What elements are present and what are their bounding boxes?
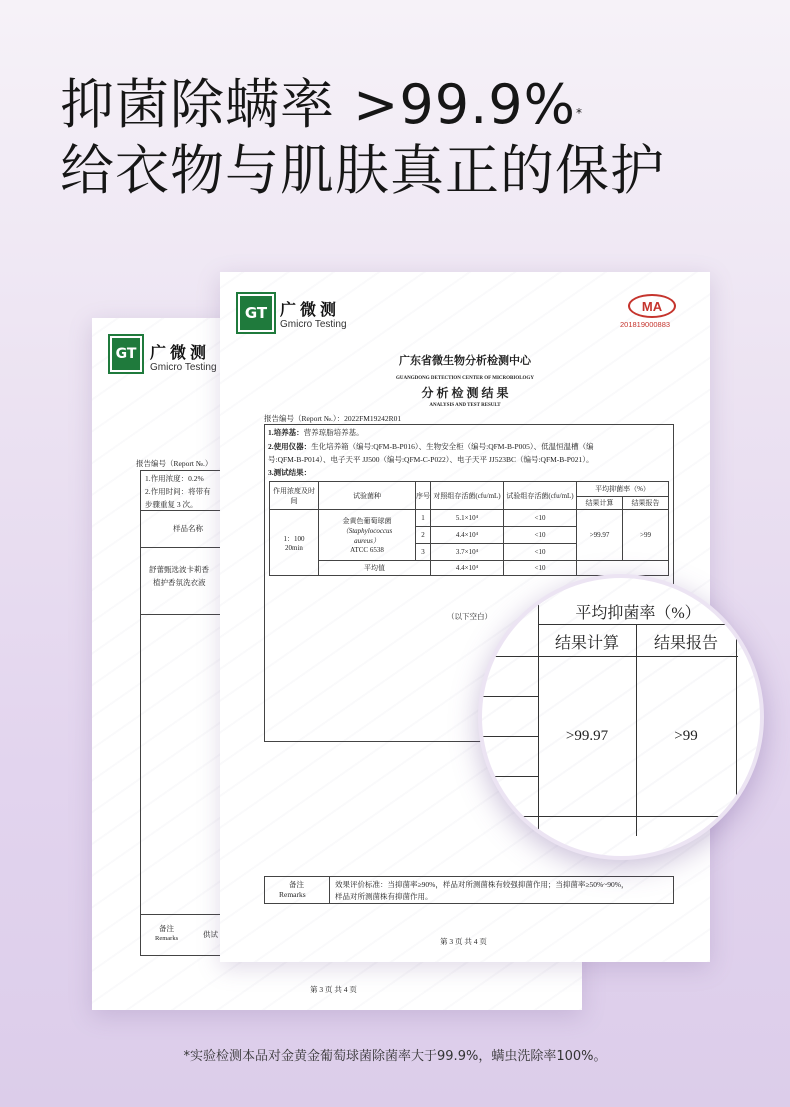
header-report: 结果报告 bbox=[623, 497, 669, 510]
doc-title-en: ANALYSIS AND TEST RESULT bbox=[429, 403, 501, 408]
control-cell: 5.1×10⁴ bbox=[431, 510, 504, 527]
remarks-en: Remarks bbox=[155, 935, 179, 942]
cma-number: 201819000883 bbox=[620, 320, 671, 329]
control-cell: 3.7×10⁴ bbox=[431, 544, 504, 561]
steps-line: 步骤重复 3 次。 bbox=[145, 500, 198, 509]
method-box bbox=[140, 470, 227, 511]
mag-row-line-1 bbox=[538, 624, 738, 625]
instruments-value-1: 生化培养箱（编号:QFM-B-P016）、生物安全柜（编号:QFM-B-P005）、低温恒温槽（编 bbox=[311, 442, 594, 451]
header-control: 对照组存活菌(cfu/mL) bbox=[431, 482, 504, 510]
headline-line-1: 抑菌除螨率 >99.9%* bbox=[60, 73, 583, 136]
back-page-number: 第 3 页 共 4 页 bbox=[310, 985, 357, 994]
report-no-label: 报告编号（Report №.） bbox=[136, 459, 213, 468]
remarks-row bbox=[264, 876, 674, 904]
control-cell: 4.4×10⁴ bbox=[431, 527, 504, 544]
mag-report-value: >99 bbox=[674, 728, 698, 744]
blank-note: （以下空白） bbox=[447, 612, 492, 621]
table-row bbox=[270, 561, 669, 576]
mag-row-line-5 bbox=[482, 776, 538, 777]
logo-cn-text: 广微测 bbox=[150, 343, 211, 362]
medium-value: 营养琼脂培养基。 bbox=[303, 428, 364, 437]
remarks-cell bbox=[140, 914, 227, 956]
mag-row-line-3 bbox=[482, 696, 538, 697]
sample-header: 样品名称 bbox=[173, 524, 203, 533]
table-row bbox=[270, 510, 669, 527]
logo-en-text: Gmicro Testing bbox=[280, 319, 347, 330]
medium-label: 1.培养基： bbox=[268, 428, 304, 437]
seq-cell: 2 bbox=[416, 527, 431, 544]
headline bbox=[60, 72, 665, 204]
strain-latin-1: （Staphylococcus bbox=[341, 527, 393, 535]
avg-test-cell: <10 bbox=[504, 561, 577, 576]
center-name: 广东省微生物分析检测中心 bbox=[399, 355, 531, 367]
mag-row-line-2 bbox=[482, 656, 738, 657]
remarks-en: Remarks bbox=[279, 890, 306, 899]
mag-row-line-6 bbox=[482, 816, 738, 817]
headline-footnote-mark: * bbox=[575, 106, 583, 120]
remarks-value: 供试 bbox=[203, 930, 218, 939]
remarks-text-2: 样品对所测菌株有抑菌作用。 bbox=[335, 892, 433, 901]
avg-label-cell: 平均值 bbox=[319, 561, 431, 576]
strain-code: ATCC 6538 bbox=[350, 546, 384, 554]
strain-cn: 金黄色葡萄球菌 bbox=[342, 517, 392, 525]
center-name-en: GUANGDONG DETECTION CENTER OF MICROBIOLOGY bbox=[396, 376, 534, 381]
strain-cell bbox=[319, 510, 416, 561]
result-label: 3.测试结果： bbox=[268, 468, 312, 477]
instruments-line-2: 号:QFM-B-P014）、电子天平 JJ500（编号:QFM-C-P022）、电子天平 JJ523BC（编号:QFM-B-P021）。 bbox=[268, 455, 594, 464]
remarks-cn: 备注 bbox=[289, 880, 304, 889]
header-avg: 平均抑菌率（%） bbox=[577, 482, 669, 497]
header-strain: 试验菌种 bbox=[319, 482, 416, 510]
report-number: 报告编号（Report №.）：2022FM19242R01 bbox=[264, 414, 402, 423]
seq-cell: 3 bbox=[416, 544, 431, 561]
strain-latin-2: aureus） bbox=[354, 537, 380, 545]
header-calc: 结果计算 bbox=[577, 497, 623, 510]
mag-col-line-3 bbox=[736, 596, 737, 836]
header-seq: 序号 bbox=[416, 482, 431, 510]
medium-line bbox=[268, 427, 364, 438]
conc-duration: 20min bbox=[285, 543, 303, 552]
time-line: 2.作用时间：将带有 bbox=[145, 487, 211, 496]
sample-header-cell bbox=[140, 510, 227, 548]
logo-cn-text: 广微测 bbox=[280, 300, 341, 319]
sample-name-1: 舒蕾甄选波卡莉香 bbox=[149, 565, 209, 574]
remarks-label-cell bbox=[265, 877, 330, 903]
mag-row-line-4 bbox=[482, 736, 538, 737]
headline-line-2: 给衣物与肌肤真正的保护 bbox=[60, 139, 665, 202]
test-cell: <10 bbox=[504, 527, 577, 544]
conc-time-cell bbox=[270, 510, 319, 576]
instruments-label: 2.使用仪器： bbox=[268, 442, 312, 451]
cma-seal-icon: MA bbox=[628, 294, 676, 318]
calc-cell: >99.97 bbox=[577, 510, 623, 561]
avg-control-cell: 4.4×10⁴ bbox=[431, 561, 504, 576]
mag-col-report: 结果报告 bbox=[653, 635, 718, 652]
front-page-number: 第 3 页 共 4 页 bbox=[440, 937, 487, 946]
mag-calc-value: >99.97 bbox=[565, 728, 609, 744]
test-cell: <10 bbox=[504, 544, 577, 561]
footnote: *实验检测本品对金黄金葡萄球菌除菌率大于99.9%，螨虫洗除率100%。 bbox=[183, 1049, 607, 1064]
doc-title: 分 析 检 测 结 果 bbox=[421, 386, 509, 400]
conc-line: 1.作用浓度：0.2% bbox=[145, 474, 204, 483]
table-left-border bbox=[140, 614, 141, 914]
sample-name-cell bbox=[140, 546, 227, 615]
gmicro-logo-icon: GT bbox=[236, 292, 276, 334]
sample-name-2: 植护香氛洗衣液 bbox=[153, 578, 206, 587]
remarks-cn: 备注 bbox=[159, 924, 174, 933]
mag-col-calc: 结果计算 bbox=[554, 635, 619, 652]
seq-cell: 1 bbox=[416, 510, 431, 527]
instruments-line bbox=[268, 441, 672, 452]
header-test: 试验组存活菌(cfu/mL) bbox=[504, 482, 577, 510]
report-cell: >99 bbox=[623, 510, 669, 561]
mag-header: 平均抑菌率（%） bbox=[575, 605, 701, 622]
magnifier-lens bbox=[478, 574, 764, 860]
test-cell: <10 bbox=[504, 510, 577, 527]
result-table bbox=[269, 481, 669, 576]
remarks-text-1: 效果评价标准：当抑菌率≥90%，样品对所测菌株有较强抑菌作用；当抑菌率≥50%~90%， bbox=[335, 880, 629, 889]
gmicro-logo-icon: GT bbox=[108, 334, 144, 374]
header-conc: 作用浓度及时间 bbox=[270, 482, 319, 510]
logo-en-text: Gmicro Testing bbox=[150, 362, 217, 373]
conc-ratio: 1：100 bbox=[283, 534, 305, 543]
